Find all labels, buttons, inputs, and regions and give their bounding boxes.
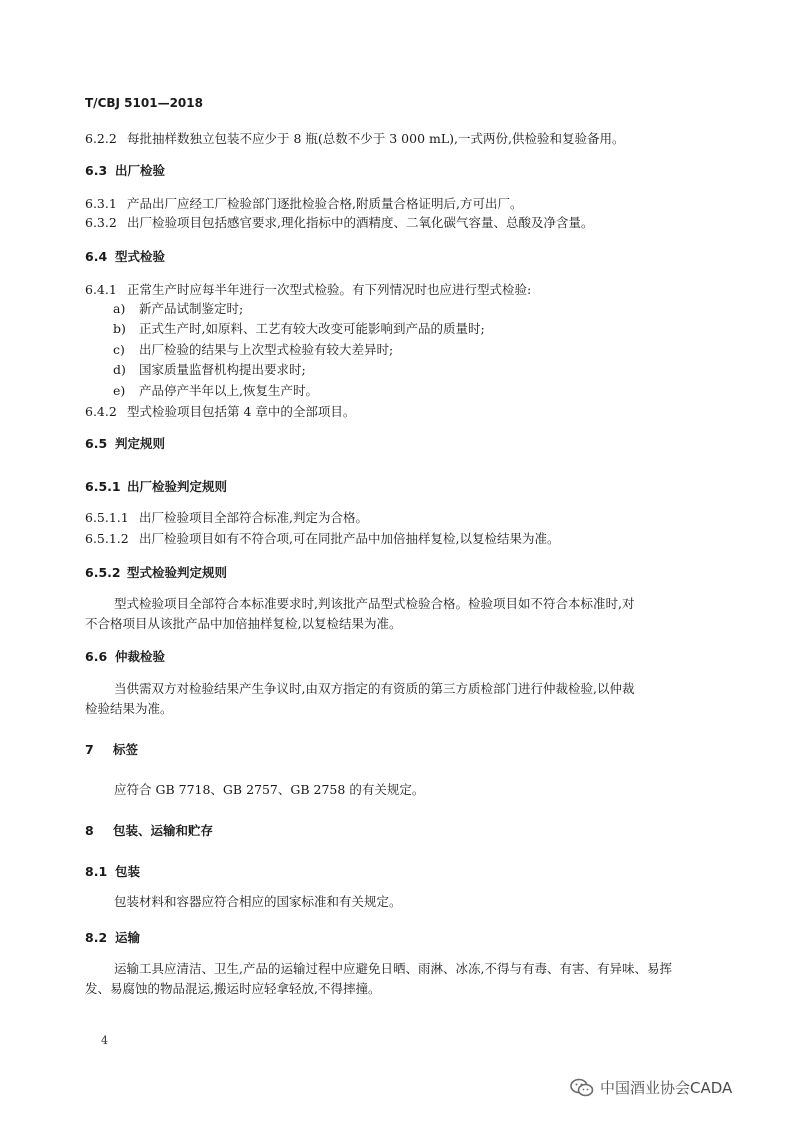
section-heading — [85, 863, 140, 881]
clause-text: 当供需双方对检验结果产生争议时,由双方指定的有资质的第三方质检部门进行仲裁检验,以仲裁 — [114, 681, 635, 696]
clause-text: 型式检验判定规则 — [127, 565, 228, 580]
clause-text: 正常生产时应每半年进行一次型式检验。有下列情况时也应进行型式检验: — [127, 282, 532, 297]
clause-text: 型式检验 — [115, 249, 166, 264]
body-line — [85, 700, 173, 718]
section-heading — [85, 478, 227, 496]
clause-number: 6.5 — [85, 436, 108, 451]
clause-number: 6.3 — [85, 163, 108, 178]
clause-number: 6.4.2 — [85, 404, 117, 419]
body-line — [85, 281, 531, 299]
clause-text: 应符合 GB 7718、GB 2757、GB 2758 的有关规定。 — [114, 782, 425, 797]
body-line — [85, 403, 355, 421]
clause-number: 6.5.1.2 — [85, 531, 129, 546]
section-heading — [85, 741, 138, 759]
page-number: 4 — [101, 1034, 108, 1047]
clause-number: 6.5.2 — [85, 565, 121, 580]
clause-text: 产品停产半年以上,恢复生产时。 — [139, 383, 318, 398]
section-heading — [85, 822, 213, 840]
wechat-icon — [570, 1078, 594, 1098]
clause-text: 每批抽样数独立包装不应少于 8 瓶(总数不少于 3 000 mL),一式两份,供检验和复验备用。 — [127, 131, 625, 146]
clause-text: 出厂检验项目包括感官要求,理化指标中的酒精度、二氧化碳气容量、总酸及净含量。 — [127, 215, 594, 230]
list-item — [113, 320, 485, 338]
clause-number: 6.5.1 — [85, 479, 121, 494]
clause-text: 正式生产时,如原料、工艺有较大改变可能影响到产品的质量时; — [139, 321, 485, 336]
clause-text: 包装材料和容器应符合相应的国家标准和有关规定。 — [114, 894, 402, 909]
clause-text: 判定规则 — [115, 436, 166, 451]
document-code: T/CBJ 5101—2018 — [85, 96, 203, 110]
clause-text: 运输工具应清洁、卫生,产品的运输过程中应避免日晒、雨淋、冰冻,不得与有毒、有害、有异味、易挥 — [114, 961, 672, 976]
body-line — [114, 893, 402, 911]
clause-text: 新产品试制鉴定时; — [139, 301, 244, 316]
section-heading — [85, 564, 227, 582]
clause-number: 8.1 — [85, 864, 108, 879]
body-line — [85, 509, 368, 527]
list-item — [113, 361, 306, 379]
clause-text: 出厂检验 — [115, 163, 166, 178]
clause-text: 国家质量监督机构提出要求时; — [139, 362, 306, 377]
clause-text: 检验结果为准。 — [85, 701, 173, 716]
clause-number: 6.6 — [85, 649, 108, 664]
clause-text: 型式检验项目全部符合本标准要求时,判该批产品型式检验合格。检验项目如不符合本标准时,对 — [114, 596, 635, 611]
clause-text: 发、易腐蚀的物品混运,搬运时应轻拿轻放,不得摔撞。 — [85, 981, 381, 996]
body-line — [114, 595, 634, 613]
list-item — [113, 300, 243, 318]
body-line — [114, 960, 672, 978]
clause-text: 不合格项目从该批产品中加倍抽样复检,以复检结果为准。 — [85, 616, 402, 631]
clause-text: 标签 — [113, 742, 139, 757]
clause-number: d) — [113, 362, 126, 377]
clause-number: 7 — [85, 742, 94, 757]
body-line — [85, 615, 401, 633]
clause-text: 运输 — [115, 930, 141, 945]
list-item — [113, 341, 393, 359]
clause-number: a) — [113, 301, 126, 316]
body-line — [85, 980, 380, 998]
clause-text: 出厂检验判定规则 — [127, 479, 228, 494]
section-heading — [85, 929, 140, 947]
clause-number: 6.4 — [85, 249, 108, 264]
clause-text: 出厂检验的结果与上次型式检验有较大差异时; — [139, 342, 394, 357]
clause-number: e) — [113, 383, 126, 398]
clause-number: c) — [113, 342, 125, 357]
body-line — [114, 680, 634, 698]
section-heading — [85, 248, 165, 266]
clause-number: 8 — [85, 823, 94, 838]
clause-number: 6.4.1 — [85, 282, 117, 297]
body-line — [85, 214, 593, 232]
body-line — [85, 130, 625, 148]
clause-text: 出厂检验项目如有不符合项,可在同批产品中加倍抽样复检,以复检结果为准。 — [139, 531, 560, 546]
clause-text: 仲裁检验 — [115, 649, 166, 664]
clause-text: 型式检验项目包括第 4 章中的全部项目。 — [127, 404, 356, 419]
clause-number: 6.2.2 — [85, 131, 117, 146]
clause-text: 出厂检验项目全部符合标准,判定为合格。 — [139, 510, 368, 525]
clause-number: b) — [113, 321, 126, 336]
clause-number: 6.3.1 — [85, 196, 117, 211]
list-item — [113, 382, 318, 400]
clause-text: 产品出厂应经工厂检验部门逐批检验合格,附质量合格证明后,方可出厂。 — [127, 196, 523, 211]
section-heading — [85, 162, 165, 180]
body-line — [85, 530, 559, 548]
clause-text: 包装、运输和贮存 — [113, 823, 214, 838]
clause-number: 6.5.1.1 — [85, 510, 129, 525]
section-heading — [85, 648, 165, 666]
body-line — [85, 195, 522, 213]
clause-text: 包装 — [115, 864, 141, 879]
clause-number: 6.3.2 — [85, 215, 117, 230]
clause-number: 8.2 — [85, 930, 108, 945]
section-heading — [85, 435, 165, 453]
watermark-text: 中国酒业协会CADA — [600, 1079, 733, 1097]
body-line — [114, 781, 424, 799]
watermark — [570, 1077, 732, 1098]
